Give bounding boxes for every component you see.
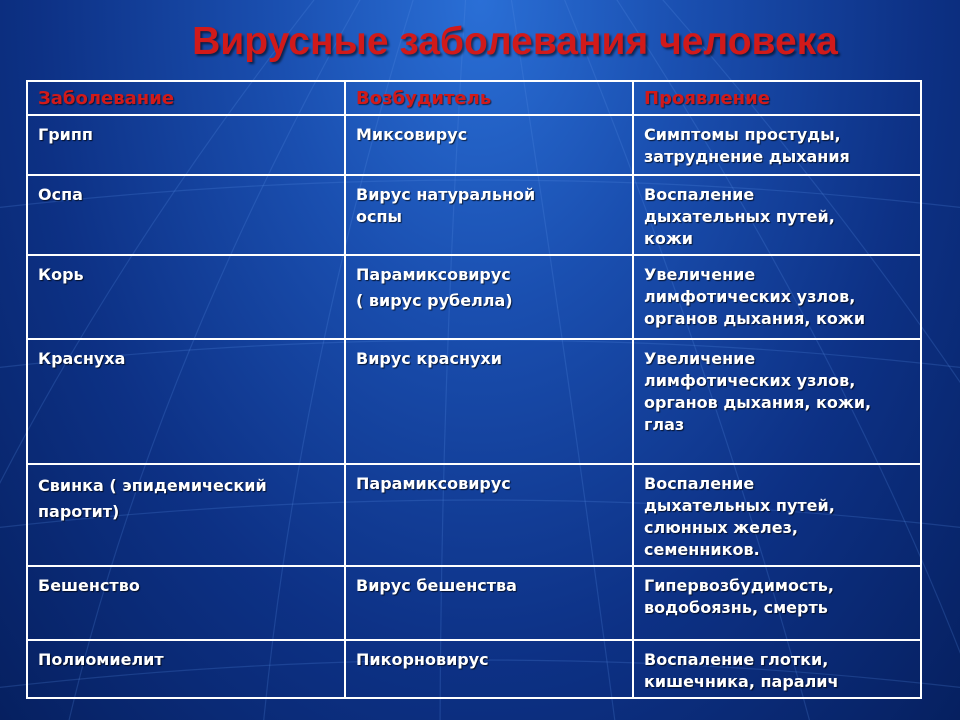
- table-row: [27, 566, 921, 640]
- manifestation-line: органов дыхания, кожи: [644, 309, 866, 328]
- header-disease: Заболевание: [27, 81, 345, 115]
- manifestation-line: лимфотических узлов,: [644, 371, 856, 390]
- manifestation-cell: [633, 175, 921, 255]
- manifestation-line: кишечника, паралич: [644, 672, 839, 691]
- agent-cell: [345, 464, 633, 566]
- diseases-table: [26, 80, 922, 699]
- header-manifestation: Проявление: [633, 81, 921, 115]
- manifestation-line: Увеличение: [644, 265, 756, 284]
- disease-cell: Полиомиелит: [27, 640, 345, 698]
- manifestation-line: органов дыхания, кожи,: [644, 393, 872, 412]
- manifestation-line: лимфотических узлов,: [644, 287, 856, 306]
- table-row: [27, 640, 921, 698]
- manifestation-cell: [633, 339, 921, 464]
- disease-cell: Краснуха: [27, 339, 345, 464]
- disease-cell: [27, 464, 345, 566]
- manifestation-line: Увеличение: [644, 349, 756, 368]
- manifestation-cell: [633, 255, 921, 339]
- manifestation-line: дыхательных путей,: [644, 496, 835, 515]
- manifestation-line: слюнных желез,: [644, 518, 798, 537]
- agent-line: ( вирус рубелла): [356, 291, 513, 310]
- slide-title: Вирусные заболевания человека: [192, 20, 838, 63]
- agent-line: Вирус краснухи: [356, 349, 502, 368]
- agent-cell: [345, 566, 633, 640]
- agent-line: Пикорновирус: [356, 650, 489, 669]
- manifestation-cell: [633, 640, 921, 698]
- manifestation-line: Воспаление: [644, 474, 755, 493]
- agent-cell: [345, 175, 633, 255]
- agent-cell: [345, 115, 633, 175]
- disease-text: Свинка ( эпидемический паротит): [38, 476, 267, 521]
- table-row: [27, 255, 921, 339]
- manifestation-line: дыхательных путей,: [644, 207, 835, 226]
- agent-cell: [345, 255, 633, 339]
- agent-line: Вирус бешенства: [356, 576, 517, 595]
- disease-cell: Корь: [27, 255, 345, 339]
- disease-cell: Оспа: [27, 175, 345, 255]
- agent-line: Парамиксовирус: [356, 474, 511, 493]
- agent-line: Вирус натуральной: [356, 185, 536, 204]
- manifestation-cell: [633, 464, 921, 566]
- manifestation-cell: [633, 115, 921, 175]
- disease-cell: Грипп: [27, 115, 345, 175]
- manifestation-cell: [633, 566, 921, 640]
- manifestation-line: кожи: [644, 229, 693, 248]
- table-row: [27, 464, 921, 566]
- manifestation-line: Воспаление глотки,: [644, 650, 829, 669]
- agent-line: Парамиксовирус: [356, 265, 511, 284]
- table-row: [27, 175, 921, 255]
- manifestation-line: Гипервозбудимость,: [644, 576, 834, 595]
- manifestation-line: Симптомы простуды,: [644, 125, 841, 144]
- agent-line: оспы: [356, 207, 402, 226]
- table-header-row: [27, 81, 921, 115]
- manifestation-line: затруднение дыхания: [644, 147, 850, 166]
- agent-cell: [345, 339, 633, 464]
- agent-line: Миксовирус: [356, 125, 468, 144]
- manifestation-line: глаз: [644, 415, 685, 434]
- agent-cell: [345, 640, 633, 698]
- disease-cell: Бешенство: [27, 566, 345, 640]
- manifestation-line: водобоязнь, смерть: [644, 598, 828, 617]
- table-row: [27, 339, 921, 464]
- manifestation-line: семенников.: [644, 540, 760, 559]
- header-agent: Возбудитель: [345, 81, 633, 115]
- table-row: [27, 115, 921, 175]
- manifestation-line: Воспаление: [644, 185, 755, 204]
